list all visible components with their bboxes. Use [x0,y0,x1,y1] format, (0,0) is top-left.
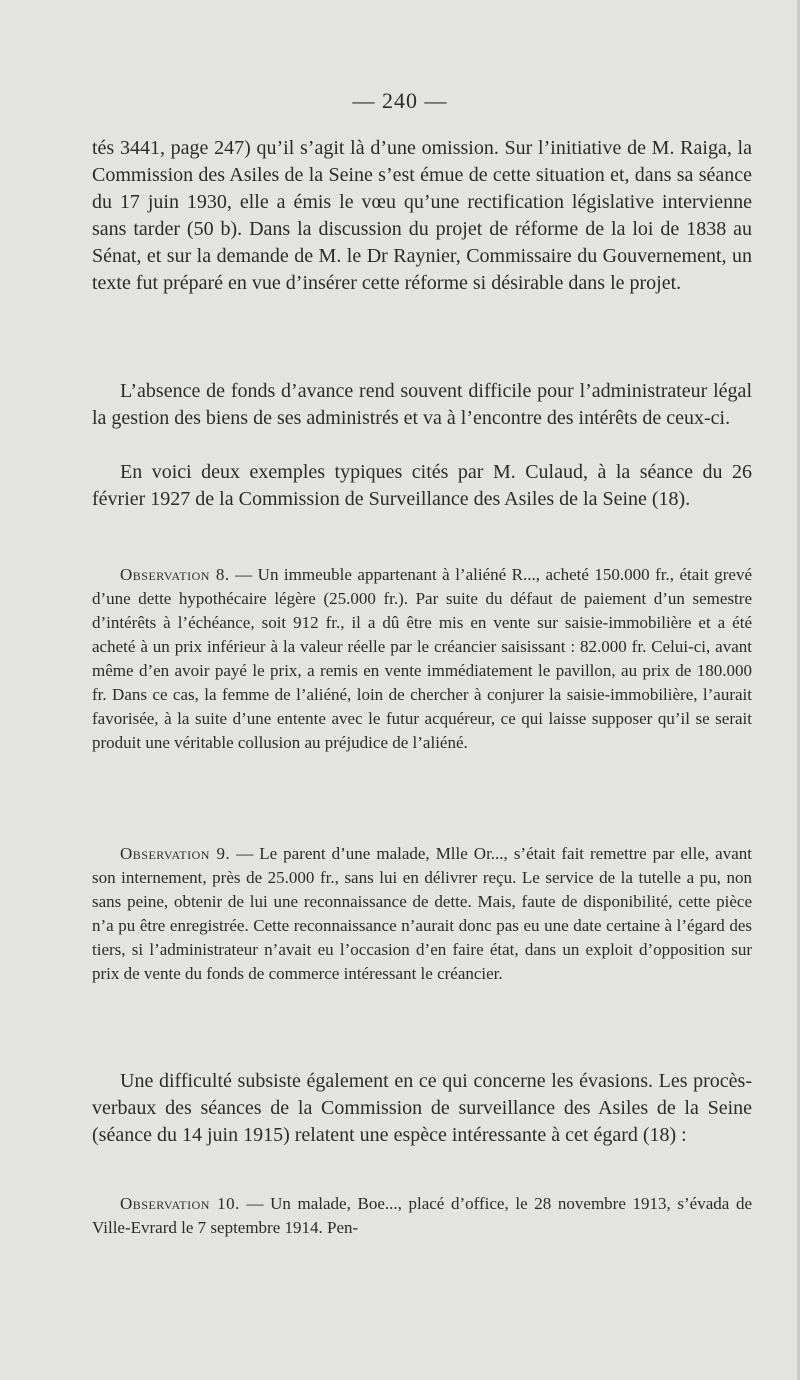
paragraph-fonds-avance: L’absence de fonds d’avance rend souvent difficile pour l’administrateur légal la gestion des biens de ses administrés et va à l’encontre des intérêts de ceux-ci. [92,380,752,429]
observation-10-heading: Observation 10. [120,1194,240,1213]
observation-9-text: — Le parent d’une malade, Mlle Or..., s’était fait remettre par elle, avant son internement, près de 25.000 fr., sans lui en délivrer reçu. Le service de la tutelle a pu, non sans peine, obtenir de lui une reconnaissance de dette. Mais, faute de disponibilité, cette pièce n’a pu être enregistrée. Cette reconnaissance n’aurait donc pas eu une date certaine à l’égard des tiers, si l’administrateur n’avait eu l’occasion d’en faire état, dans un exploit d’opposition sur prix de vente du fonds de commerce intéressant le créancier. [92,844,752,983]
paragraph-evasions: Une difficulté subsiste également en ce qui concerne les évasions. Les procès-verbaux des séances de la Commission de surveillance des Asiles de la Seine (séance du 14 juin 1915) relatent une espèce intéressante à cet égard (18) : [92,1070,752,1146]
paragraph-exemples: En voici deux exemples typiques cités par M. Culaud, à la séance du 26 février 1927 de la Commission de Surveillance des Asiles de la Seine (18). [92,461,752,510]
page-number: — 240 — [352,88,448,113]
observation-8 [92,563,752,755]
paragraph-continuation: tés 3441, page 247) qu’il s’agit là d’une omission. Sur l’initiative de M. Raiga, la Commission des Asiles de la Seine s’est émue de cette situation et, dans sa séance du 17 juin 1930, elle a émis le vœu qu’une rectification législative intervienne sans tarder (50 b). Dans la discussion du projet de réforme de la loi de 1838 au Sénat, et sur la demande de M. le Dr Raynier, Commissaire du Gouvernement, un texte fut préparé en vue d’insérer cette réforme si désirable dans le projet. [92,137,752,294]
observation-10-text: — Un malade, Boe..., placé d’office, le 28 novembre 1913, s’évada de Ville-Evrard le 7 septembre 1914. Pen- [92,1194,752,1237]
observation-10 [92,1192,752,1240]
observation-9 [92,842,752,986]
observation-9-heading: Observation 9. [120,844,231,863]
observation-8-text: — Un immeuble appartenant à l’aliéné R..., acheté 150.000 fr., était grevé d’une dette hypothécaire légère (25.000 fr.). Par suite du défaut de paiement d’un semestre d’intérêts à l’échéance, soit 912 fr., il a dû être mis en vente sur saisie-immobilière et a été acheté à un prix inférieur à la valeur réelle par le créancier saisissant : 82.000 fr. Celui-ci, avant même d’en avoir payé le prix, a remis en vente immédiatement le pavillon, au prix de 180.000 fr. Dans ce cas, la femme de l’aliéné, loin de chercher à conjurer la saisie-immobilière, l’aurait favorisée, à la suite d’une entente avec le futur acquéreur, ce qui laisse supposer qu’il se serait produit une véritable collusion au préjudice de l’aliéné. [92,565,752,752]
observation-8-heading: Observation 8. [120,565,230,584]
